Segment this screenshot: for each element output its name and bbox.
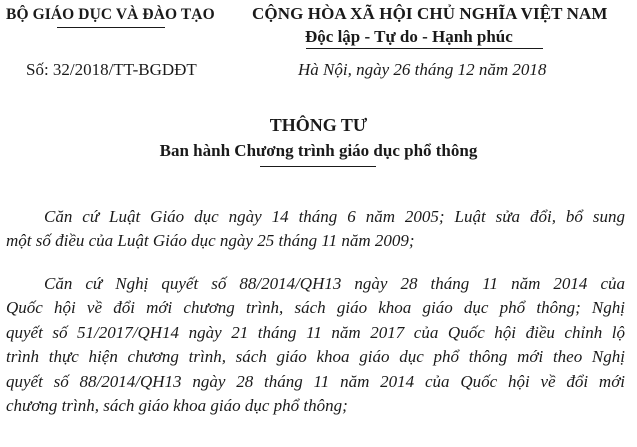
document-number: Số: 32/2018/TT-BGDĐT bbox=[26, 60, 197, 79]
document-title: THÔNG TƯ bbox=[269, 115, 368, 135]
paragraph-legal-basis-1 bbox=[6, 205, 625, 254]
subtitle-underline bbox=[260, 166, 376, 167]
national-motto: Độc lập - Tự do - Hạnh phúc bbox=[305, 27, 513, 46]
paragraph-line: một số điều của Luật Giáo dục ngày 25 tháng 11 năm 2009; bbox=[6, 231, 415, 251]
paragraph-line: trình thực hiện chương trình, sách giáo khoa giáo dục phổ thông mới theo Nghị bbox=[6, 347, 625, 367]
paragraph-line: quyết số 51/2017/QH14 ngày 21 tháng 11 năm 2017 của Quốc hội điều chỉnh lộ bbox=[6, 322, 625, 342]
paragraph-line: chương trình, sách giáo khoa giáo dục phổ thông; bbox=[6, 396, 348, 416]
paragraph-line: Căn cứ Nghị quyết số 88/2014/QH13 ngày 28 tháng 11 năm 2014 của bbox=[44, 274, 625, 293]
ministry-underline bbox=[57, 27, 165, 28]
document-subtitle: Ban hành Chương trình giáo dục phổ thông bbox=[159, 141, 478, 160]
paragraph-legal-basis-2 bbox=[6, 272, 625, 418]
motto-underline bbox=[306, 48, 543, 49]
ministry-name: BỘ GIÁO DỤC VÀ ĐÀO TẠO bbox=[6, 6, 215, 23]
paragraph-line: Căn cứ Luật Giáo dục ngày 14 tháng 6 năm 2005; Luật sửa đổi, bổ sung bbox=[44, 207, 625, 226]
paragraph-line: quyết số 88/2014/QH13 ngày 28 tháng 11 năm 2014 của Quốc hội về đổi mới bbox=[6, 371, 625, 391]
place-date: Hà Nội, ngày 26 tháng 12 năm 2018 bbox=[298, 60, 547, 79]
republic-name: CỘNG HÒA XÃ HỘI CHỦ NGHĨA VIỆT NAM bbox=[252, 4, 608, 23]
paragraph-line: Quốc hội về đổi mới chương trình, sách giáo khoa giáo dục phổ thông; Nghị bbox=[6, 298, 625, 318]
